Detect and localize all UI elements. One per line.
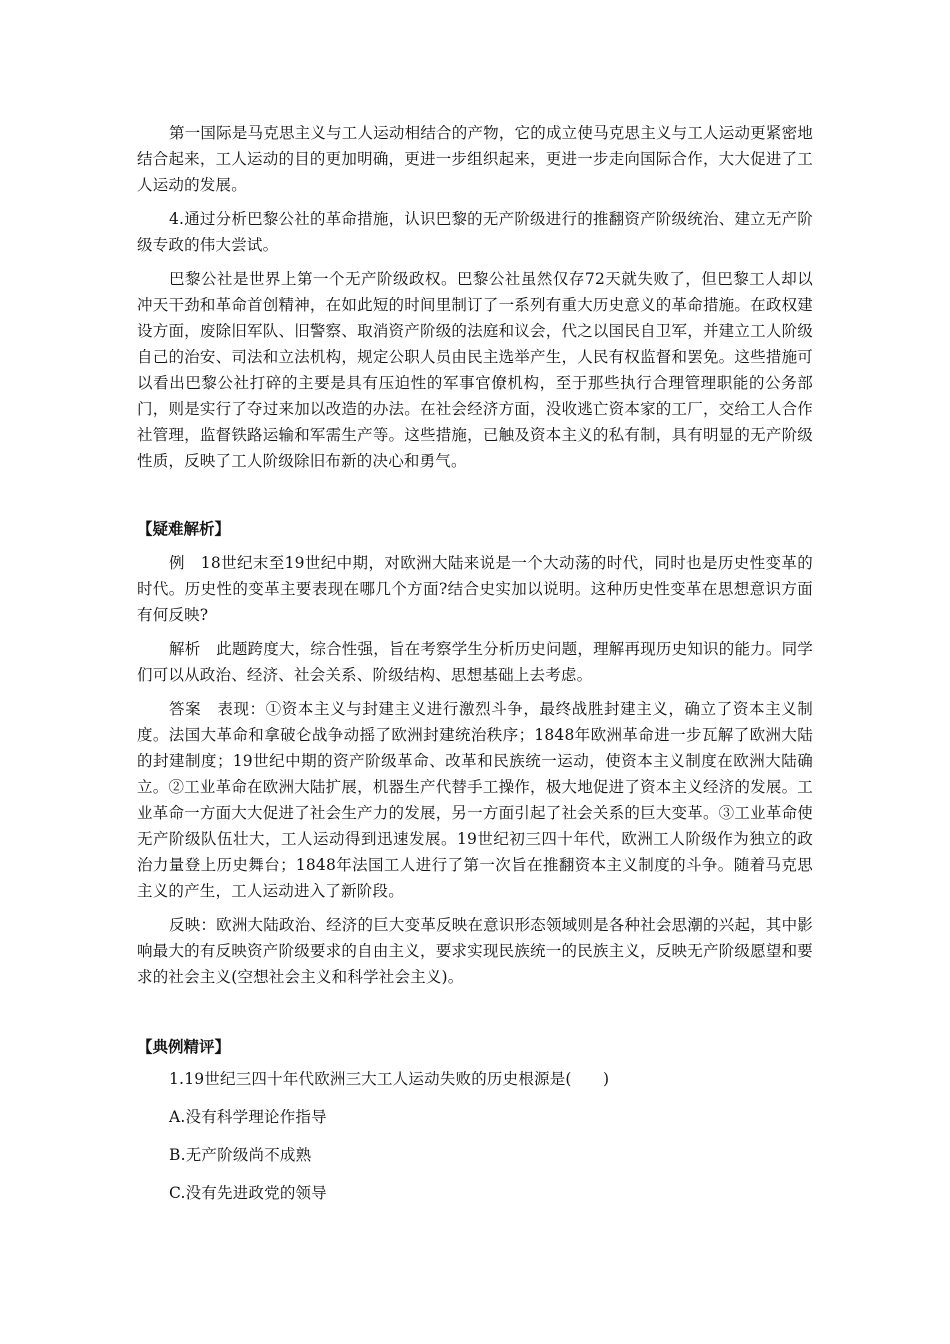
document-page bbox=[137, 120, 813, 1206]
example-paragraph: 例 18世纪末至19世纪中期，对欧洲大陆来说是一个大动荡的时代，同时也是历史性变革的时代。历史性的变革主要表现在哪几个方面?结合史实加以说明。这种历史性变革在思想意识方面有何反映? bbox=[137, 554, 813, 624]
paragraph-first-international: 第一国际是马克思主义与工人运动相结合的产物，它的成立使马克思主义与工人运动更紧密地结合起来，工人运动的目的更加明确，更进一步组织起来，更进一步走向国际合作，大大促进了工人运动的发展。 bbox=[137, 124, 813, 194]
question-1: 1.19世纪三四十年代欧洲三大工人运动失败的历史根源是( ) bbox=[169, 1070, 610, 1088]
option-b: B.无产阶级尚不成熟 bbox=[169, 1146, 312, 1164]
paragraph-point-4: 4.通过分析巴黎公社的革命措施，认识巴黎的无产阶级进行的推翻资产阶级统治、建立无产阶级专政的伟大尝试。 bbox=[137, 210, 813, 254]
answer-paragraph: 答案 表现：①资本主义与封建主义进行激烈斗争，最终战胜封建主义，确立了资本主义制度。法国大革命和拿破仑战争动摇了欧洲封建统治秩序；1848年欧洲革命进一步瓦解了欧洲大陆的封建制度；19世纪中期的资产阶级革命、改革和民族统一运动，使资本主义制度在欧洲大陆确立。②工业革命在欧洲大陆扩展，机器生产代替手工操作，极大地促进了资本主义经济的发展。工业革命一方面大大促进了社会生产力的发展，另一方面引起了社会关系的巨大变革。③工业革命使无产阶级队伍壮大，工人运动得到迅速发展。19世纪初三四十年代，欧洲工人阶级作为独立的政治力量登上历史舞台；1848年法国工人进行了第一次旨在推翻资本主义制度的斗争。随着马克思主义的产生，工人运动进入了新阶段。 bbox=[137, 700, 813, 900]
option-c: C.没有先进政党的领导 bbox=[169, 1184, 327, 1202]
section-heading-analysis: 【疑难解析】 bbox=[137, 519, 231, 538]
reflection-paragraph: 反映：欧洲大陆政治、经济的巨大变革反映在意识形态领域则是各种社会思潮的兴起，其中影响最大的有反映资产阶级要求的自由主义，要求实现民族统一的民族主义，反映无产阶级愿望和要求的社会主义(空想社会主义和科学社会主义)。 bbox=[137, 916, 813, 986]
option-a: A.没有科学理论作指导 bbox=[169, 1108, 327, 1126]
section-heading-examples: 【典例精评】 bbox=[137, 1037, 231, 1056]
paragraph-paris-commune: 巴黎公社是世界上第一个无产阶级政权。巴黎公社虽然仅存72天就失败了，但巴黎工人却以冲天干劲和革命首创精神，在如此短的时间里制订了一系列有重大历史意义的革命措施。在政权建设方面，废除旧军队、旧警察、取消资产阶级的法庭和议会，代之以国民自卫军，并建立工人阶级自己的治安、司法和立法机构，规定公职人员由民主选举产生，人民有权监督和罢免。这些措施可以看出巴黎公社打碎的主要是具有压迫性的军事官僚机构，至于那些执行合理管理职能的公务部门，则是实行了夺过来加以改造的办法。在社会经济方面，没收逃亡资本家的工厂，交给工人合作社管理，监督铁路运输和军需生产等。这些措施，已触及资本主义的私有制，具有明显的无产阶级性质，反映了工人阶级除旧布新的决心和勇气。 bbox=[137, 270, 813, 470]
analysis-paragraph: 解析 此题跨度大，综合性强，旨在考察学生分析历史问题，理解再现历史知识的能力。同学们可以从政治、经济、社会关系、阶级结构、思想基础上去考虑。 bbox=[137, 640, 813, 684]
